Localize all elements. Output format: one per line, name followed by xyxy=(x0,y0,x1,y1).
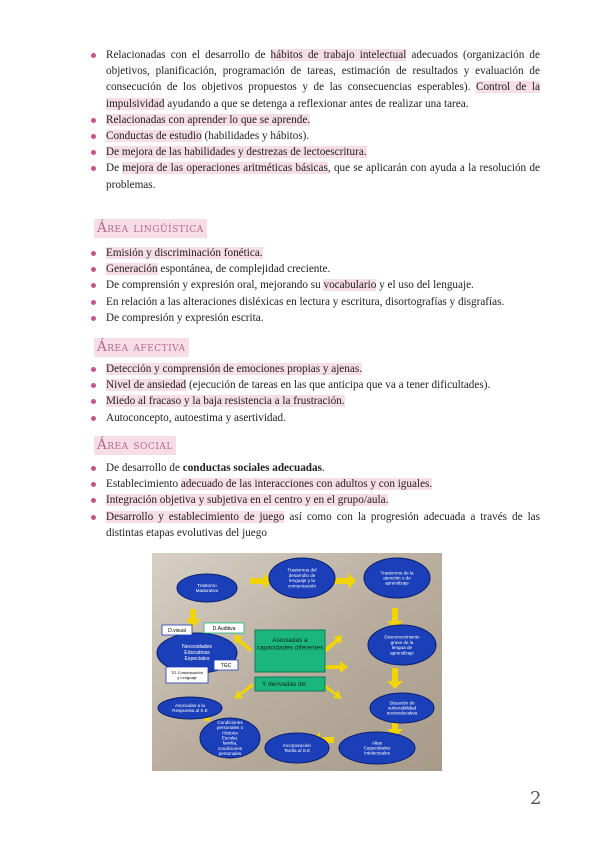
main-node-label: Necesidades Educativas Especiales xyxy=(182,644,212,662)
diagram-node-label: Trastornos de la atención o de aprendizaje xyxy=(380,570,414,586)
social-bullet-list xyxy=(88,460,540,541)
list-item: Establecimiento adecuado de las interacciones con adultos y con iguales. xyxy=(88,476,540,492)
label-tg: TG Comunicación y Lenguaje xyxy=(170,670,204,680)
nee-diagram xyxy=(152,553,442,771)
diagram-node-label: Trastornos del desarrollo de lenguaje y la comunicación xyxy=(287,567,317,589)
bullet-icon xyxy=(91,383,96,388)
bullet-icon xyxy=(91,482,96,487)
section-title-linguistic: Área lingüística xyxy=(94,219,207,238)
bullet-icon xyxy=(91,367,96,372)
bullet-icon xyxy=(91,515,96,520)
diagram-node-label: Altas Capacidades Intelectuales xyxy=(363,740,391,756)
list-item: Relacionadas con el desarrollo de hábitos de trabajo intelectual adecuados (organización de objetivos, planificación, programación de tareas, estimación de resultados y evaluación de consecución de los objetivos propuestos y de las consecuencias esperables). Control de la impulsividad ayudando a que se detenga a reflexionar antes de realizar una tarea. xyxy=(88,47,540,112)
list-item: De mejora de las operaciones aritméticas básicas, que se aplicarán con ayuda a la resolución de problemas. xyxy=(88,160,540,192)
intro-bullet-list xyxy=(88,47,540,193)
list-item: De comprensión y expresión oral, mejorando su vocabulario y el uso del lenguaje. xyxy=(88,277,540,293)
bullet-icon xyxy=(91,267,96,272)
diagram-node-label: Trastorno Madurativo xyxy=(195,582,219,594)
page-number: 2 xyxy=(530,788,542,809)
list-item: Relacionadas con aprender lo que se aprende. xyxy=(88,112,540,128)
label-dauditiva: D.Auditiva xyxy=(212,626,236,632)
list-item: De compresión y expresión escrita. xyxy=(88,310,540,326)
list-item: Detección y comprensión de emociones propias y ajenas. xyxy=(88,361,540,377)
section-title-affective: Área afectiva xyxy=(94,338,189,357)
label-tgc: TGC xyxy=(220,663,232,669)
list-item: De mejora de las habilidades y destrezas de lectoescritura. xyxy=(88,144,540,160)
list-item: Generación espontánea, de complejidad creciente. xyxy=(88,261,540,277)
diagram-node-label: Asociadas a la Respuesta al S.E xyxy=(172,702,208,714)
diagram-node-label: Condiciones personales o Historia Escolar, familia, condiciones personales xyxy=(216,719,244,757)
diagram-node-label: Situación de vulnerabilidad socioeducativa xyxy=(386,700,418,716)
list-item: De desarrollo de conductas sociales adecuadas. xyxy=(88,460,540,476)
center-sub-label: Y derivadas de: xyxy=(262,681,308,688)
bullet-icon xyxy=(91,251,96,256)
bullet-icon xyxy=(91,416,96,421)
bullet-icon xyxy=(91,134,96,139)
diagram-node-label: Incorporación Tardía al S.E xyxy=(283,742,311,754)
bullet-icon xyxy=(91,498,96,503)
bullet-icon xyxy=(91,53,96,58)
linguistic-bullet-list xyxy=(88,245,540,326)
list-item: Integración objetiva y subjetiva en el centro y en el grupo/aula. xyxy=(88,492,540,508)
list-item: Emisión y discriminación fonética. xyxy=(88,245,540,261)
section-title-social: Área social xyxy=(94,436,176,455)
list-item: En relación a las alteraciones disléxicas en lectura y escritura, disortografías y disgrafías. xyxy=(88,294,540,310)
list-item: Autoconcepto, autoestima y asertividad. xyxy=(88,410,540,426)
list-item: Nivel de ansiedad (ejecución de tareas en las que anticipa que va a tener dificultades). xyxy=(88,377,540,393)
bullet-icon xyxy=(91,316,96,321)
center-box-title: Asociadas a capacidades diferentes xyxy=(256,637,324,652)
bullet-icon xyxy=(91,300,96,305)
list-item: Desarrollo y establecimiento de juego así como con la progresión adecuada a través de las distintas etapas evolutivas del juego xyxy=(88,509,540,541)
bullet-icon xyxy=(91,118,96,123)
list-item: Conductas de estudio (habilidades y hábitos). xyxy=(88,128,540,144)
bullet-icon xyxy=(91,466,96,471)
bullet-icon xyxy=(91,166,96,171)
list-item: Miedo al fracaso y la baja resistencia a la frustración. xyxy=(88,393,540,409)
diagram-node-label: Desconocimiento grave de la lengua de aprendizaje xyxy=(384,634,420,656)
affective-bullet-list xyxy=(88,361,540,426)
bullet-icon xyxy=(91,399,96,404)
bullet-icon xyxy=(91,283,96,288)
label-dvisual: D.visual xyxy=(168,628,186,634)
bullet-icon xyxy=(91,150,96,155)
